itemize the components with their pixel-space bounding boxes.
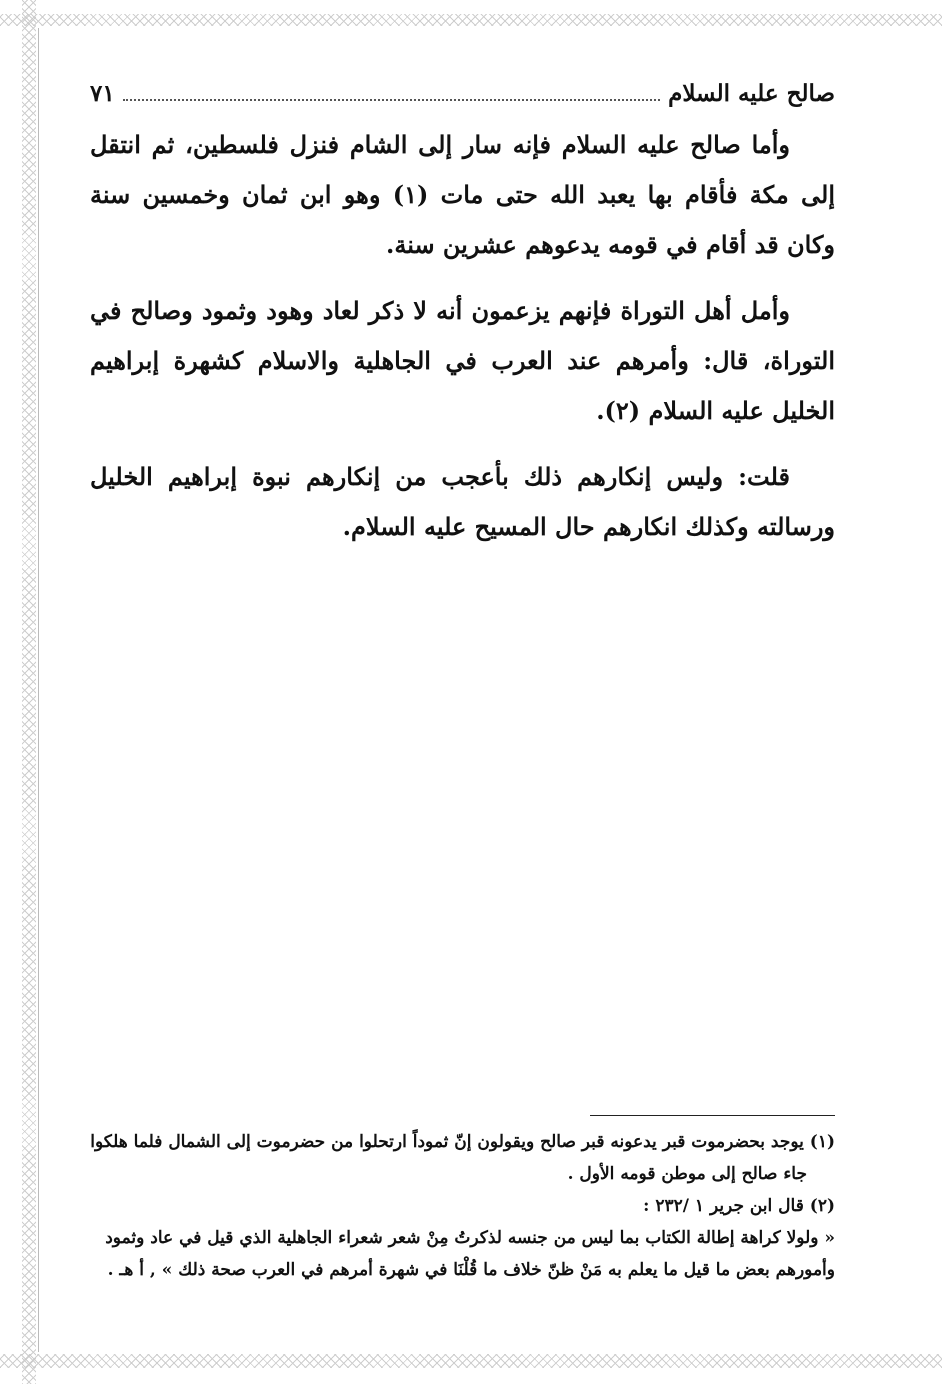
footnote-separator [590, 1115, 835, 1116]
footnote-2-line-3: وأمورهم بعض ما قيل ما يعلم به مَنْ ظنّ خلاف ما قُلْنَا في شهرة أمرهم في العرب صحة ذلك » , أ هـ . [107, 1260, 835, 1280]
running-header [90, 80, 835, 120]
footnotes [90, 1115, 835, 1286]
decorative-border-top [0, 14, 942, 26]
footnote-1-line-2: جاء صالح إلى موطن قومه الأول . [567, 1164, 807, 1184]
page-content [90, 80, 835, 568]
decorative-border-line [38, 28, 39, 1352]
page-number: ٧١ [90, 80, 115, 107]
footnote-1-line-1: (١) يوجد بحضرموت قبر يدعونه قبر صالح ويقولون إنّ ثموداً ارتحلوا من حضرموت إلى الشمال فلما هلكوا [90, 1132, 835, 1152]
footnote-2-line-1: (٢) قال ابن جرير ١ /٢٣٢ : [643, 1196, 835, 1216]
header-leader-dots [123, 99, 660, 101]
running-header-title: صالح عليه السلام [668, 80, 835, 107]
decorative-border-left [22, 0, 36, 1384]
paragraph-2: وأمل أهل التوراة فإنهم يزعمون أنه لا ذكر لعاد وهود وثمود وصالح في التوراة، قال: وأمرهم عند العرب في الجاهلية والاسلام كشهرة إبراهيم الخليل عليه السلام (٢). [90, 296, 835, 425]
decorative-border-bottom [0, 1354, 942, 1368]
footnote-2-line-2: « ولولا كراهة إطالة الكتاب بما ليس من جنسه لذكرتُ مِنْ شعر شعراء الجاهلية الذي قيل في عاد وثمود [105, 1228, 835, 1248]
paragraph-3: قلت: وليس إنكارهم ذلك بأعجب من إنكارهم نبوة إبراهيم الخليل ورسالته وكذلك انكارهم حال المسيح عليه السلام. [90, 462, 835, 541]
paragraph-1: وأما صالح عليه السلام فإنه سار إلى الشام فنزل فلسطين، ثم انتقل إلى مكة فأقام بها يعبد الله حتى مات (١) وهو ابن ثمان وخمسين سنة وكان قد أقام في قومه يدعوهم عشرين سنة. [90, 130, 835, 259]
body-text [90, 120, 835, 552]
